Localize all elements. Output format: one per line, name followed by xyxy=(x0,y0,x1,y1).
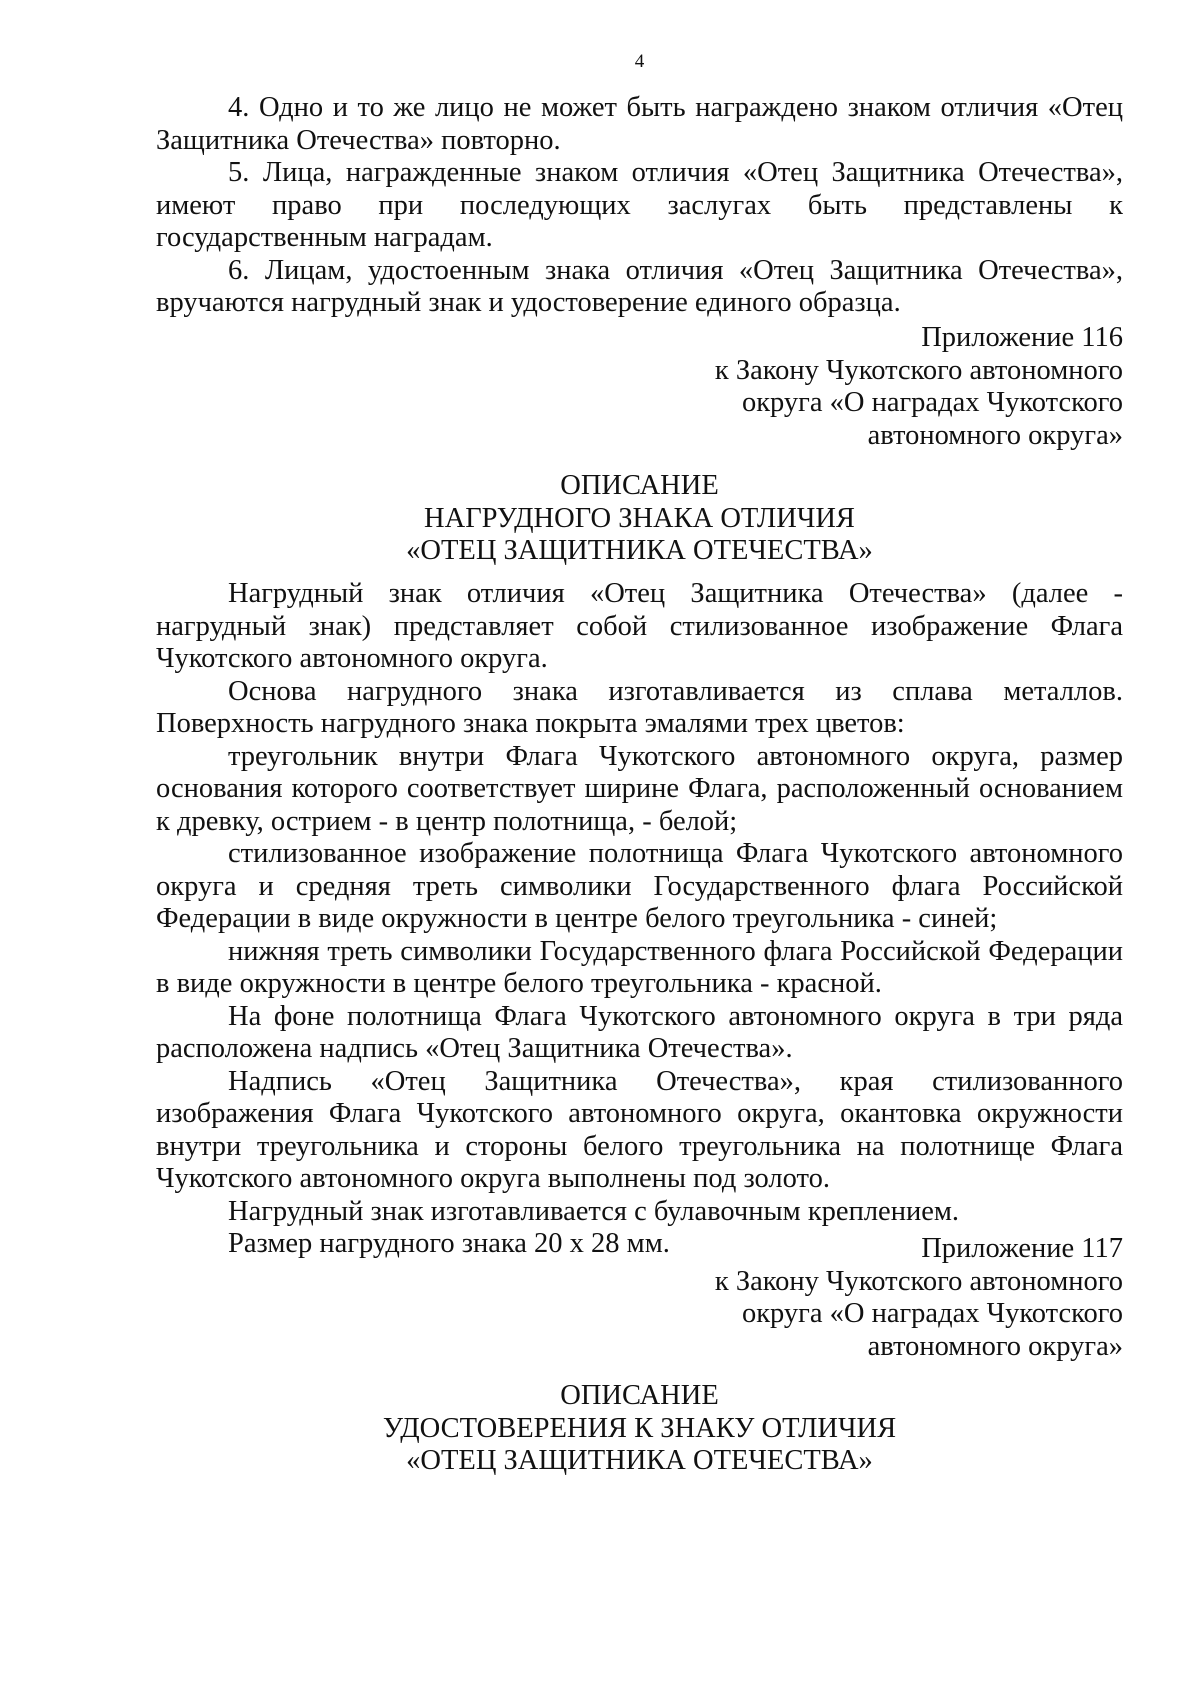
description-paragraph-3: треугольник внутри Флага Чукотского автономного округа, размер основания которого соответствует ширине Флага, расположенный основанием к древку, острием - в центр полотнища, - белой; xyxy=(156,740,1123,837)
appendix-116-line-4: автономного округа» xyxy=(867,419,1123,451)
appendix-117-header xyxy=(715,1233,1123,1363)
description-paragraph-5: нижняя треть символики Государственного флага Российской Федерации в виде окружности в центре белого треугольника - красной. xyxy=(156,935,1123,999)
appendix-116-title: Приложение 116 xyxy=(921,322,1123,353)
heading-116-line-1: ОПИСАНИЕ xyxy=(560,470,719,501)
heading-117-line-3: «ОТЕЦ ЗАЩИТНИКА ОТЕЧЕСТВА» xyxy=(406,1445,873,1476)
description-paragraph-2: Основа нагрудного знака изготавливается из сплава металлов. Поверхность нагрудного знака покрыта эмалями трех цветов: xyxy=(156,675,1123,739)
appendix-116-line-2: к Закону Чукотского автономного xyxy=(714,354,1123,386)
description-body xyxy=(156,578,1123,1261)
description-paragraph-1: Нагрудный знак отличия «Отец Защитника Отечества» (далее - нагрудный знак) представляет собой стилизованное изображение Флага Чукотского автономного округа. xyxy=(156,578,1123,674)
description-paragraph-4: стилизованное изображение полотнища Флага Чукотского автономного округа и средняя треть символики Государственного флага Российской Федерации в виде окружности в центре белого треугольника - синей; xyxy=(156,838,1123,934)
page-number: 4 xyxy=(634,51,645,72)
appendix-117-title: Приложение 117 xyxy=(921,1233,1123,1264)
paragraph-item-5: 5. Лица, награжденные знаком отличия «Отец Защитника Отечества», имеют право при последующих заслугах быть представлены к государственным наградам. xyxy=(156,157,1123,253)
heading-116-line-2: НАГРУДНОГО ЗНАКА ОТЛИЧИЯ xyxy=(424,502,855,534)
appendix-116-line-3: округа «О наградах Чукотского xyxy=(741,387,1123,418)
paragraph-item-4: 4. Одно и то же лицо не может быть награждено знаком отличия «Отец Защитника Отечества» повторно. xyxy=(156,92,1123,156)
paragraph-item-6: 6. Лицам, удостоенным знака отличия «Отец Защитника Отечества», вручаются нагрудный знак и удостоверение единого образца. xyxy=(156,254,1123,318)
description-paragraph-9: Размер нагрудного знака 20 х 28 мм. xyxy=(228,1228,670,1259)
appendix-117-line-2: к Закону Чукотского автономного xyxy=(714,1265,1123,1297)
appendix-117-line-4: автономного округа» xyxy=(867,1330,1123,1362)
description-paragraph-7: Надпись «Отец Защитника Отечества», края стилизованного изображения Флага Чукотского автономного округа, окантовка окружности внутри треугольника и стороны белого треугольника на полотнище Флага Чукотского автономного округа выполнены под золото. xyxy=(156,1065,1123,1194)
top-paragraphs xyxy=(156,92,1123,320)
heading-116 xyxy=(156,470,1123,568)
description-paragraph-8: Нагрудный знак изготавливается с булавочным креплением. xyxy=(228,1195,960,1227)
heading-117-line-2: УДОСТОВЕРЕНИЯ К ЗНАКУ ОТЛИЧИЯ xyxy=(382,1412,897,1444)
heading-117 xyxy=(156,1380,1123,1478)
description-paragraph-6: На фоне полотнища Флага Чукотского автономного округа в три ряда расположена надпись «Отец Защитника Отечества». xyxy=(156,1000,1123,1064)
heading-116-line-3: «ОТЕЦ ЗАЩИТНИКА ОТЕЧЕСТВА» xyxy=(406,535,873,566)
heading-117-line-1: ОПИСАНИЕ xyxy=(560,1380,719,1411)
appendix-116-header xyxy=(715,322,1123,452)
appendix-117-line-3: округа «О наградах Чукотского xyxy=(741,1298,1123,1329)
